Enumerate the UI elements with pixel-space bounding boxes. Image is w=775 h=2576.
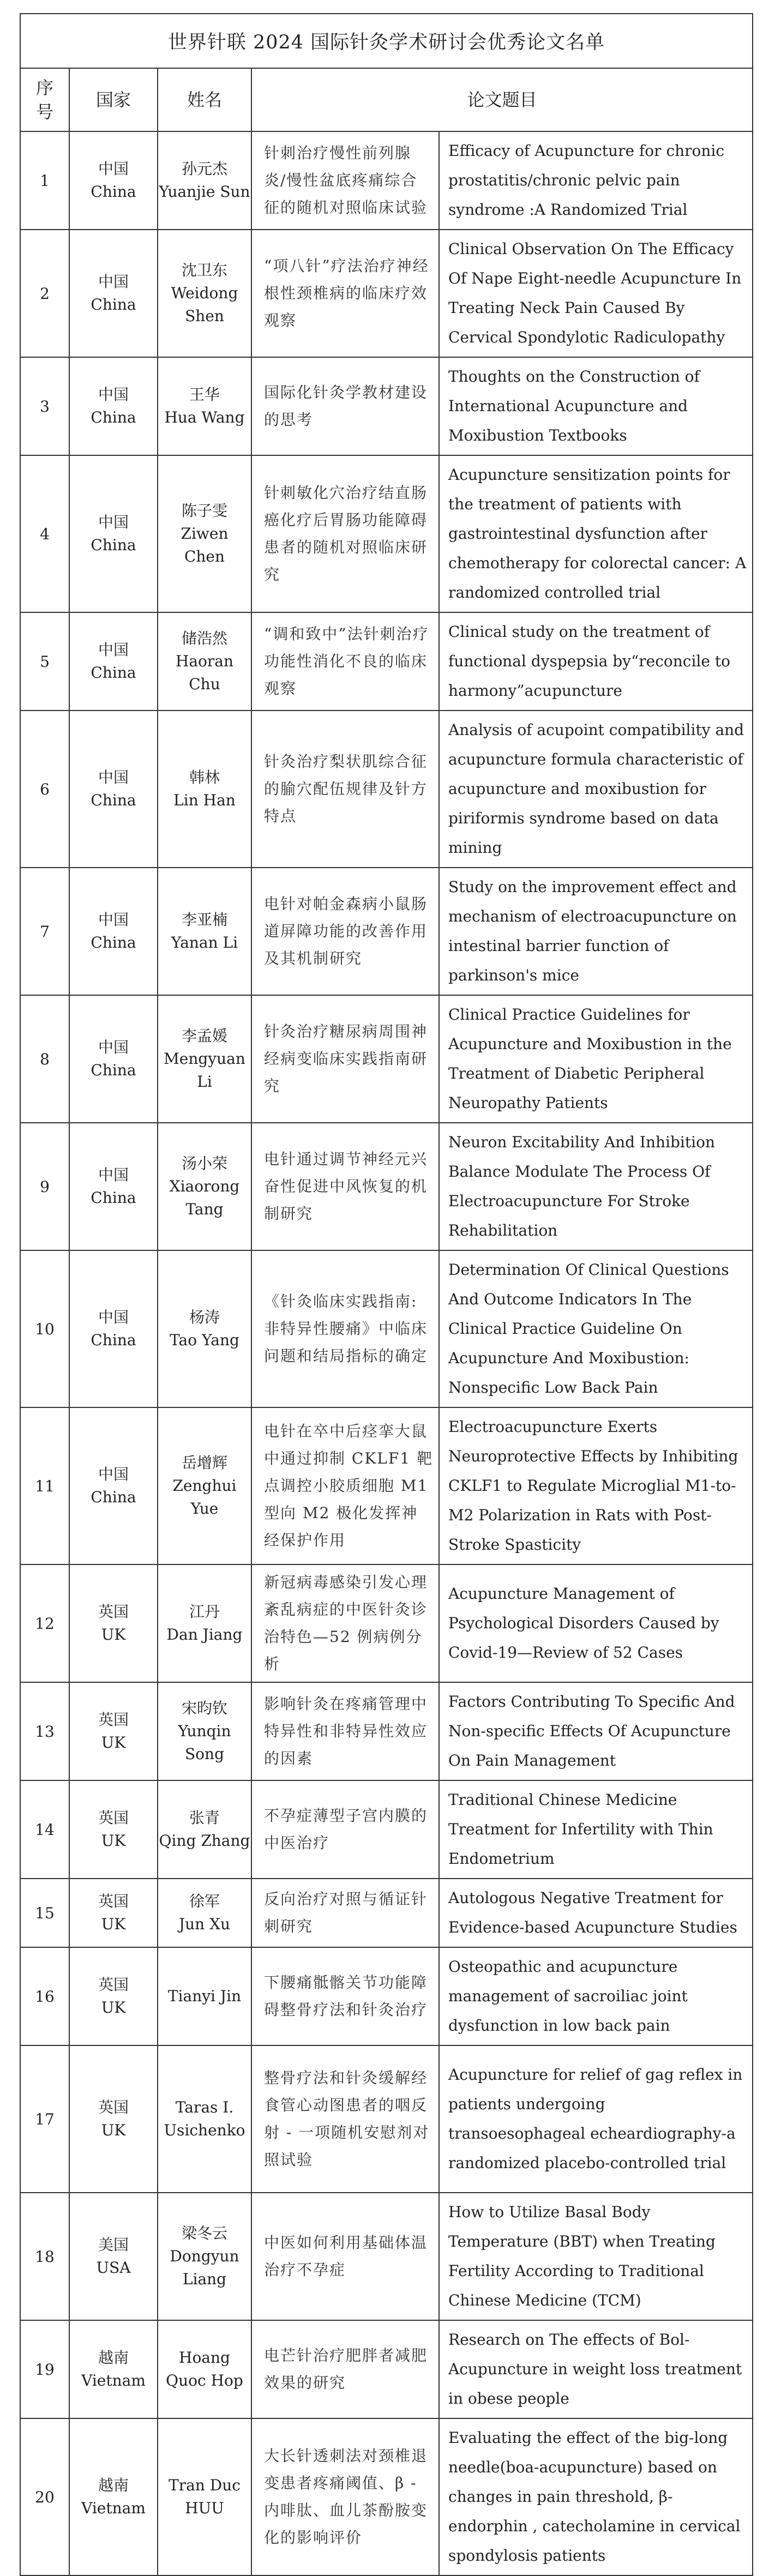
row-number: 12 — [20, 1564, 69, 1682]
country-cell — [69, 131, 158, 230]
row-number: 2 — [20, 230, 69, 357]
paper-title-en: Clinical Observation On The Efficacy Of Nape Eight-needle Acupuncture In Treating Neck Pain Caused By Cervical Spondylotic Radiculopathy — [439, 230, 753, 357]
country-cell — [69, 2418, 158, 2575]
table-row — [20, 230, 753, 357]
row-number: 20 — [20, 2418, 69, 2575]
name-cell — [158, 1250, 251, 1407]
paper-title-zh: 中医如何利用基础体温治疗不孕症 — [251, 2193, 439, 2320]
table-row — [20, 868, 753, 995]
name-en: Ziwen Chen — [181, 525, 229, 565]
country-zh: 中国 — [98, 1166, 129, 1184]
row-number: 18 — [20, 2193, 69, 2320]
name-cell — [158, 612, 251, 711]
row-number: 4 — [20, 455, 69, 612]
country-en: UK — [101, 1999, 126, 2017]
document-title: 世界针联 2024 国际针灸学术研讨会优秀论文名单 — [20, 14, 753, 68]
country-zh: 中国 — [98, 273, 129, 291]
table-row — [20, 995, 753, 1123]
paper-title-zh: 大长针透刺法对颈椎退变患者疼痛阈值、β - 内啡肽、血儿茶酚胺变化的影响评价 — [251, 2418, 439, 2575]
name-cell — [158, 2045, 251, 2193]
country-en: USA — [96, 2259, 131, 2277]
country-zh: 中国 — [98, 386, 129, 404]
name-cell — [158, 995, 251, 1123]
name-en: Tran Duc HUU — [169, 2476, 241, 2517]
name-en: Yanan Li — [171, 934, 238, 952]
paper-title-zh: “调和致中”法针刺治疗功能性消化不良的临床观察 — [251, 612, 439, 711]
table-row — [20, 1564, 753, 1682]
paper-title-zh: 影响针灸在疼痛管理中特异性和非特异性效应的因素 — [251, 1682, 439, 1780]
country-en: Vietnam — [81, 2372, 146, 2390]
table-row — [20, 711, 753, 868]
country-en: UK — [101, 1915, 126, 1933]
row-number: 14 — [20, 1780, 69, 1879]
name-cell — [158, 2320, 251, 2418]
paper-title-zh: 电针通过调节神经元兴奋性促进中风恢复的机制研究 — [251, 1123, 439, 1250]
country-zh: 中国 — [98, 513, 129, 531]
name-en: Dan Jiang — [166, 1626, 243, 1644]
country-cell — [69, 1250, 158, 1407]
country-cell — [69, 1879, 158, 1947]
paper-title-en: Efficacy of Acupuncture for chronic prostatitis/chronic pelvic pain syndrome :A Randomized Trial — [439, 131, 753, 230]
paper-title-zh: 下腰痛骶髂关节功能障碍整骨疗法和针灸治疗 — [251, 1947, 439, 2045]
country-zh: 中国 — [98, 1465, 129, 1483]
country-zh: 中国 — [98, 641, 129, 659]
name-zh: 杨涛 — [189, 1308, 220, 1326]
country-en: China — [91, 934, 136, 952]
country-zh: 越南 — [98, 2476, 129, 2494]
country-zh: 英国 — [98, 1976, 129, 1994]
table-row — [20, 2320, 753, 2418]
name-en: Mengyuan Li — [164, 1050, 245, 1091]
header-country: 国家 — [69, 68, 158, 131]
name-cell — [158, 1123, 251, 1250]
name-zh: 宋昀钦 — [181, 1699, 227, 1717]
country-en: China — [91, 791, 136, 809]
name-en: Hoang Quoc Hop — [166, 2349, 243, 2390]
paper-title-en: Factors Contributing To Specific And Non-specific Effects Of Acupuncture On Pain Management — [439, 1682, 753, 1780]
name-zh: 韩林 — [189, 768, 220, 786]
table-row — [20, 455, 753, 612]
country-en: UK — [101, 2121, 126, 2139]
name-zh: 沈卫东 — [181, 261, 227, 279]
row-number: 16 — [20, 1947, 69, 2045]
row-number: 11 — [20, 1407, 69, 1564]
name-cell — [158, 2418, 251, 2575]
header-no-label: 序号 — [35, 77, 53, 122]
country-zh: 英国 — [98, 1809, 129, 1827]
name-cell — [158, 1682, 251, 1780]
header-row — [20, 68, 753, 131]
table-row — [20, 357, 753, 455]
country-en: UK — [101, 1734, 126, 1752]
title-row — [20, 14, 753, 68]
country-cell — [69, 1407, 158, 1564]
country-zh: 中国 — [98, 160, 129, 178]
name-cell — [158, 131, 251, 230]
country-cell — [69, 2045, 158, 2193]
paper-title-zh: 电针对帕金森病小鼠肠道屏障功能的改善作用及其机制研究 — [251, 868, 439, 995]
country-zh: 中国 — [98, 1038, 129, 1056]
country-cell — [69, 2320, 158, 2418]
name-en: Weidong Shen — [171, 284, 238, 325]
name-cell — [158, 357, 251, 455]
name-cell — [158, 455, 251, 612]
paper-title-zh: 针灸治疗梨状肌综合征的腧穴配伍规律及针方特点 — [251, 711, 439, 868]
country-zh: 中国 — [98, 768, 129, 786]
name-en: Lin Han — [173, 791, 236, 809]
name-en: Zenghui Yue — [172, 1477, 237, 1518]
name-cell — [158, 2193, 251, 2320]
name-zh: 储浩然 — [181, 629, 227, 647]
paper-title-zh: 针灸治疗糖尿病周围神经病变临床实践指南研究 — [251, 995, 439, 1123]
paper-title-zh: 《针灸临床实践指南:非特异性腰痛》中临床问题和结局指标的确定 — [251, 1250, 439, 1407]
paper-title-en: Autologous Negative Treatment for Evidence-based Acupuncture Studies — [439, 1879, 753, 1947]
row-number: 13 — [20, 1682, 69, 1780]
table-row — [20, 2418, 753, 2575]
table-row — [20, 2045, 753, 2193]
name-zh: 江丹 — [189, 1603, 220, 1621]
table-row — [20, 1123, 753, 1250]
name-cell — [158, 868, 251, 995]
name-cell — [158, 1780, 251, 1879]
row-number: 10 — [20, 1250, 69, 1407]
paper-title-zh: 电芒针治疗肥胖者减肥效果的研究 — [251, 2320, 439, 2418]
table-row — [20, 131, 753, 230]
name-en: Haoran Chu — [175, 652, 234, 693]
paper-title-en: Evaluating the effect of the big-long needle(boa-acupuncture) based on changes in pain threshold, β-endorphin , catecholamine in cervical spondylosis patients — [439, 2418, 753, 2575]
country-cell — [69, 357, 158, 455]
paper-title-en: Osteopathic and acupuncture management of sacroiliac joint dysfunction in low back pain — [439, 1947, 753, 2045]
name-zh: 岳增辉 — [181, 1454, 227, 1472]
name-cell — [158, 230, 251, 357]
paper-title-en: Thoughts on the Construction of International Acupuncture and Moxibustion Textbooks — [439, 357, 753, 455]
country-cell — [69, 2193, 158, 2320]
paper-title-en: Neuron Excitability And Inhibition Balance Modulate The Process Of Electroacupuncture For Stroke Rehabilitation — [439, 1123, 753, 1250]
name-zh: 李亚楠 — [181, 911, 227, 929]
country-cell — [69, 230, 158, 357]
row-number: 7 — [20, 868, 69, 995]
name-en: Tianyi Jin — [167, 1987, 242, 2005]
country-cell — [69, 995, 158, 1123]
table-row — [20, 1250, 753, 1407]
header-no — [20, 68, 69, 131]
country-cell — [69, 868, 158, 995]
country-zh: 英国 — [98, 1892, 129, 1910]
country-en: China — [91, 408, 136, 426]
name-en: Tao Yang — [170, 1331, 239, 1349]
name-zh: 张青 — [189, 1809, 220, 1827]
name-zh: 汤小荣 — [181, 1154, 227, 1172]
country-zh: 美国 — [98, 2236, 129, 2254]
country-en: UK — [101, 1832, 126, 1850]
name-zh: 李孟媛 — [181, 1027, 227, 1045]
paper-title-en: Analysis of acupoint compatibility and acupuncture formula characteristic of acupuncture and moxibustion for piriformis syndrome based on data mining — [439, 711, 753, 868]
paper-title-en: Clinical study on the treatment of functional dyspepsia by“reconcile to harmony”acupuncture — [439, 612, 753, 711]
table-row — [20, 1682, 753, 1780]
paper-title-zh: 针刺敏化穴治疗结直肠癌化疗后胃肠功能障碍患者的随机对照临床研究 — [251, 455, 439, 612]
country-en: UK — [101, 1626, 126, 1644]
country-en: Vietnam — [81, 2499, 146, 2517]
country-zh: 中国 — [98, 1308, 129, 1326]
paper-title-zh: 电针在卒中后痉挛大鼠中通过抑制 CKLF1 靶点调控小胶质细胞 M1 型向 M2 极化发挥神经保护作用 — [251, 1407, 439, 1564]
paper-title-en: Research on The effects of Bol-Acupuncture in weight loss treatment in obese people — [439, 2320, 753, 2418]
name-en: Hua Wang — [164, 408, 245, 426]
paper-title-en: Electroacupuncture Exerts Neuroprotective Effects by Inhibiting CKLF1 to Regulate Microglial M1-to-M2 Polarization in Rats with Post-Stroke Spasticity — [439, 1407, 753, 1564]
name-cell — [158, 1407, 251, 1564]
country-en: China — [91, 183, 136, 201]
name-zh: 王华 — [189, 386, 220, 404]
name-en: Yunqin Song — [178, 1722, 231, 1763]
name-cell — [158, 1879, 251, 1947]
country-en: China — [91, 1189, 136, 1207]
paper-title-zh: 不孕症薄型子宫内膜的中医治疗 — [251, 1780, 439, 1879]
table-row — [20, 2193, 753, 2320]
country-cell — [69, 612, 158, 711]
country-cell — [69, 711, 158, 868]
row-number: 15 — [20, 1879, 69, 1947]
header-name: 姓名 — [158, 68, 251, 131]
name-cell — [158, 711, 251, 868]
paper-title-en: Study on the improvement effect and mechanism of electroacupuncture on intestinal barrier function of parkinson's mice — [439, 868, 753, 995]
country-en: China — [91, 296, 136, 314]
paper-title-en: How to Utilize Basal Body Temperature (BBT) when Treating Fertility According to Traditional Chinese Medicine (TCM) — [439, 2193, 753, 2320]
name-cell — [158, 1564, 251, 1682]
name-en: Dongyun Liang — [170, 2247, 239, 2288]
name-zh: 陈子雯 — [181, 502, 227, 520]
paper-title-en: Acupuncture sensitization points for the treatment of patients with gastrointestinal dysfunction after chemotherapy for colorectal cancer: A randomized controlled trial — [439, 455, 753, 612]
paper-title-zh: “项八针”疗法治疗神经根性颈椎病的临床疗效观察 — [251, 230, 439, 357]
paper-title-en: Traditional Chinese Medicine Treatment for Infertility with Thin Endometrium — [439, 1780, 753, 1879]
country-zh: 越南 — [98, 2349, 129, 2367]
country-en: China — [91, 1061, 136, 1079]
name-en: Jun Xu — [178, 1915, 231, 1933]
country-en: China — [91, 536, 136, 554]
row-number: 8 — [20, 995, 69, 1123]
country-en: China — [91, 664, 136, 682]
name-en: Taras I. Usichenko — [164, 2098, 245, 2139]
paper-title-en: Acupuncture Management of Psychological Disorders Caused by Covid-19—Review of 52 Cases — [439, 1564, 753, 1682]
row-number: 6 — [20, 711, 69, 868]
name-en: Qing Zhang — [159, 1832, 250, 1850]
country-zh: 英国 — [98, 1711, 129, 1729]
table-row — [20, 1407, 753, 1564]
name-zh: 梁冬云 — [181, 2224, 227, 2242]
name-zh: 孙元杰 — [181, 160, 227, 178]
header-paper-title: 论文题目 — [251, 68, 753, 131]
award-list-document — [20, 13, 752, 2576]
row-number: 1 — [20, 131, 69, 230]
name-cell — [158, 1947, 251, 2045]
table-row — [20, 1947, 753, 2045]
name-en: Yuanjie Sun — [159, 183, 250, 201]
country-cell — [69, 1682, 158, 1780]
table-row — [20, 1879, 753, 1947]
country-zh: 英国 — [98, 2098, 129, 2116]
country-zh: 英国 — [98, 1603, 129, 1621]
country-cell — [69, 455, 158, 612]
country-cell — [69, 1564, 158, 1682]
table-row — [20, 1780, 753, 1879]
paper-title-zh: 针刺治疗慢性前列腺炎/慢性盆底疼痛综合征的随机对照临床试验 — [251, 131, 439, 230]
table-row — [20, 612, 753, 711]
row-number: 17 — [20, 2045, 69, 2193]
paper-title-en: Determination Of Clinical Questions And Outcome Indicators In The Clinical Practice Guideline On Acupuncture And Moxibustion: Nonspecific Low Back Pain — [439, 1250, 753, 1407]
paper-title-zh: 新冠病毒感染引发心理紊乱病症的中医针灸诊治特色—52 例病例分析 — [251, 1564, 439, 1682]
country-en: China — [91, 1331, 136, 1349]
paper-title-en: Clinical Practice Guidelines for Acupuncture and Moxibustion in the Treatment of Diabetic Peripheral Neuropathy Patients — [439, 995, 753, 1123]
award-table — [20, 13, 753, 2576]
name-en: Xiaorong Tang — [169, 1177, 240, 1218]
row-number: 19 — [20, 2320, 69, 2418]
country-en: China — [91, 1488, 136, 1506]
name-zh: 徐军 — [189, 1892, 220, 1910]
row-number: 9 — [20, 1123, 69, 1250]
country-cell — [69, 1947, 158, 2045]
country-zh: 中国 — [98, 911, 129, 929]
paper-title-en: Acupuncture for relief of gag reflex in patients undergoing transoesophageal echeardiography-a randomized placebo-controlled trial — [439, 2045, 753, 2193]
country-cell — [69, 1780, 158, 1879]
paper-title-zh: 整骨疗法和针灸缓解经食管心动图患者的咽反射 - 一项随机安慰剂对照试验 — [251, 2045, 439, 2193]
paper-title-zh: 反向治疗对照与循证针刺研究 — [251, 1879, 439, 1947]
row-number: 3 — [20, 357, 69, 455]
paper-title-zh: 国际化针灸学教材建设的思考 — [251, 357, 439, 455]
country-cell — [69, 1123, 158, 1250]
row-number: 5 — [20, 612, 69, 711]
